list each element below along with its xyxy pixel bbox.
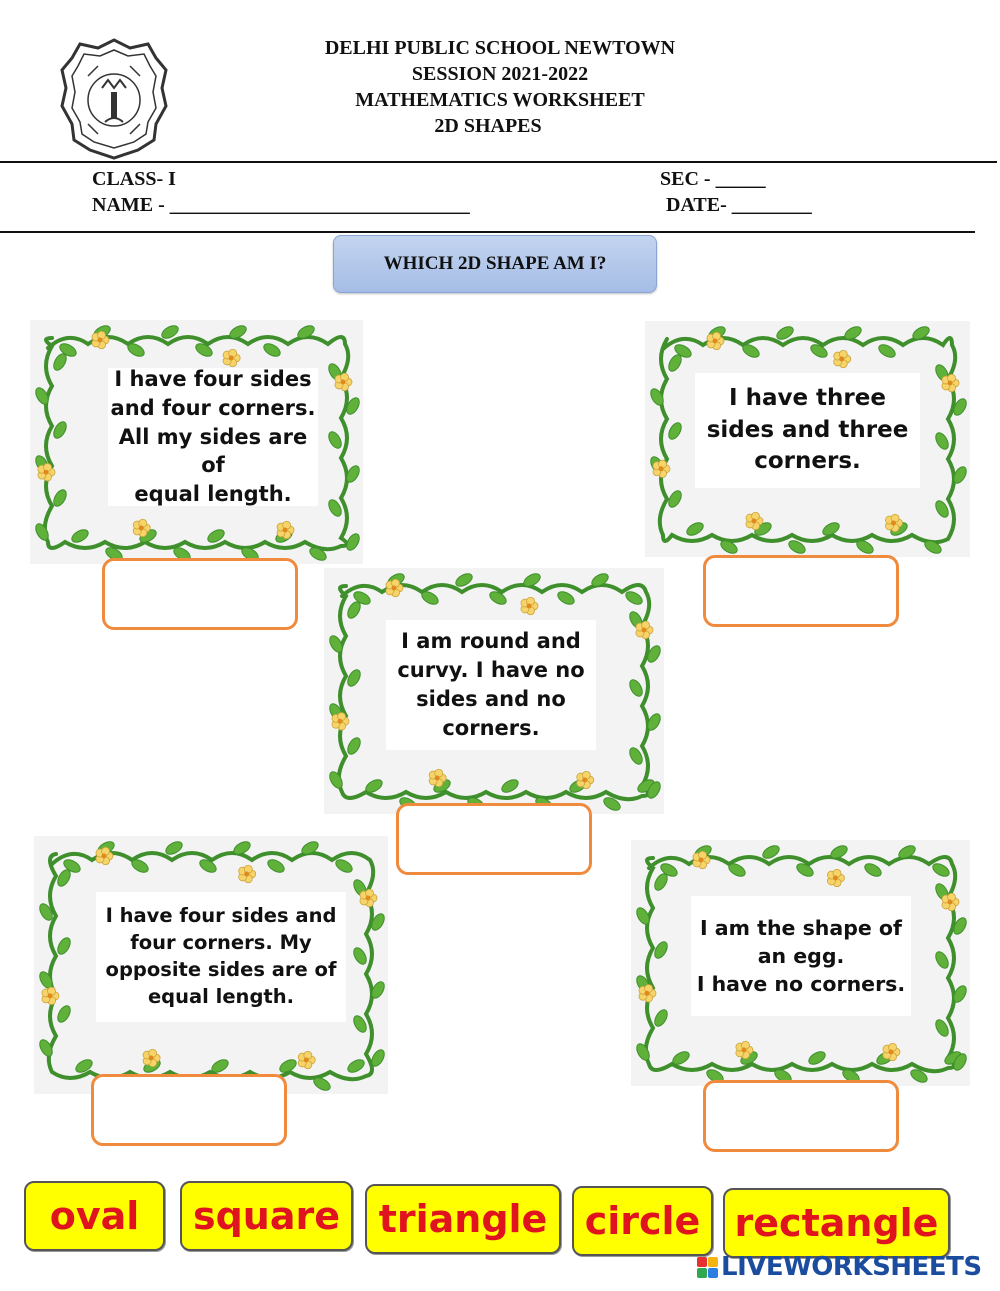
clue-card-oval bbox=[631, 840, 970, 1086]
word-triangle[interactable]: triangle bbox=[365, 1184, 561, 1254]
answer-box-1[interactable] bbox=[102, 558, 298, 630]
answer-box-2[interactable] bbox=[703, 555, 899, 627]
school-name: DELHI PUBLIC SCHOOL NEWTOWN bbox=[324, 37, 676, 59]
liveworksheets-logo bbox=[697, 1252, 982, 1282]
clue-card-circle bbox=[324, 568, 664, 814]
clue-text: I have four sides and four corners. My opposite sides are of equal length. bbox=[96, 892, 346, 1022]
name-field[interactable]: NAME - ______________________________ bbox=[92, 194, 470, 216]
header-divider bbox=[0, 161, 997, 163]
word-oval[interactable]: oval bbox=[24, 1181, 165, 1251]
worksheet-subject: MATHEMATICS WORKSHEET bbox=[355, 89, 645, 111]
clue-text: I have four sides and four corners. All my sides are of equal length. bbox=[108, 368, 318, 506]
worksheet-topic: 2D SHAPES bbox=[434, 115, 542, 137]
answer-box-4[interactable] bbox=[91, 1074, 287, 1146]
word-square[interactable]: square bbox=[180, 1181, 353, 1251]
clue-card-triangle bbox=[645, 321, 970, 557]
answer-box-5[interactable] bbox=[703, 1080, 899, 1152]
brand-name: LIVEWORKSHEETS bbox=[721, 1252, 982, 1282]
word-rectangle[interactable]: rectangle bbox=[723, 1188, 950, 1258]
section-field[interactable]: SEC - _____ bbox=[660, 168, 766, 190]
session: SESSION 2021-2022 bbox=[411, 63, 589, 85]
clue-text: I have three sides and three corners. bbox=[695, 373, 920, 488]
answer-box-3[interactable] bbox=[396, 803, 592, 875]
question-banner: WHICH 2D SHAPE AM I? bbox=[333, 235, 657, 293]
word-circle[interactable]: circle bbox=[572, 1186, 713, 1256]
class-label: CLASS- I bbox=[92, 168, 176, 190]
clue-text: I am round and curvy. I have no sides and no corners. bbox=[386, 620, 596, 750]
clue-card-rectangle bbox=[34, 836, 388, 1094]
fields-divider bbox=[0, 231, 975, 233]
clue-card-square bbox=[30, 320, 363, 564]
brand-mark-icon bbox=[697, 1257, 718, 1278]
date-field[interactable]: DATE- ________ bbox=[666, 194, 812, 216]
clue-text: I am the shape of an egg. I have no corners. bbox=[691, 896, 911, 1016]
